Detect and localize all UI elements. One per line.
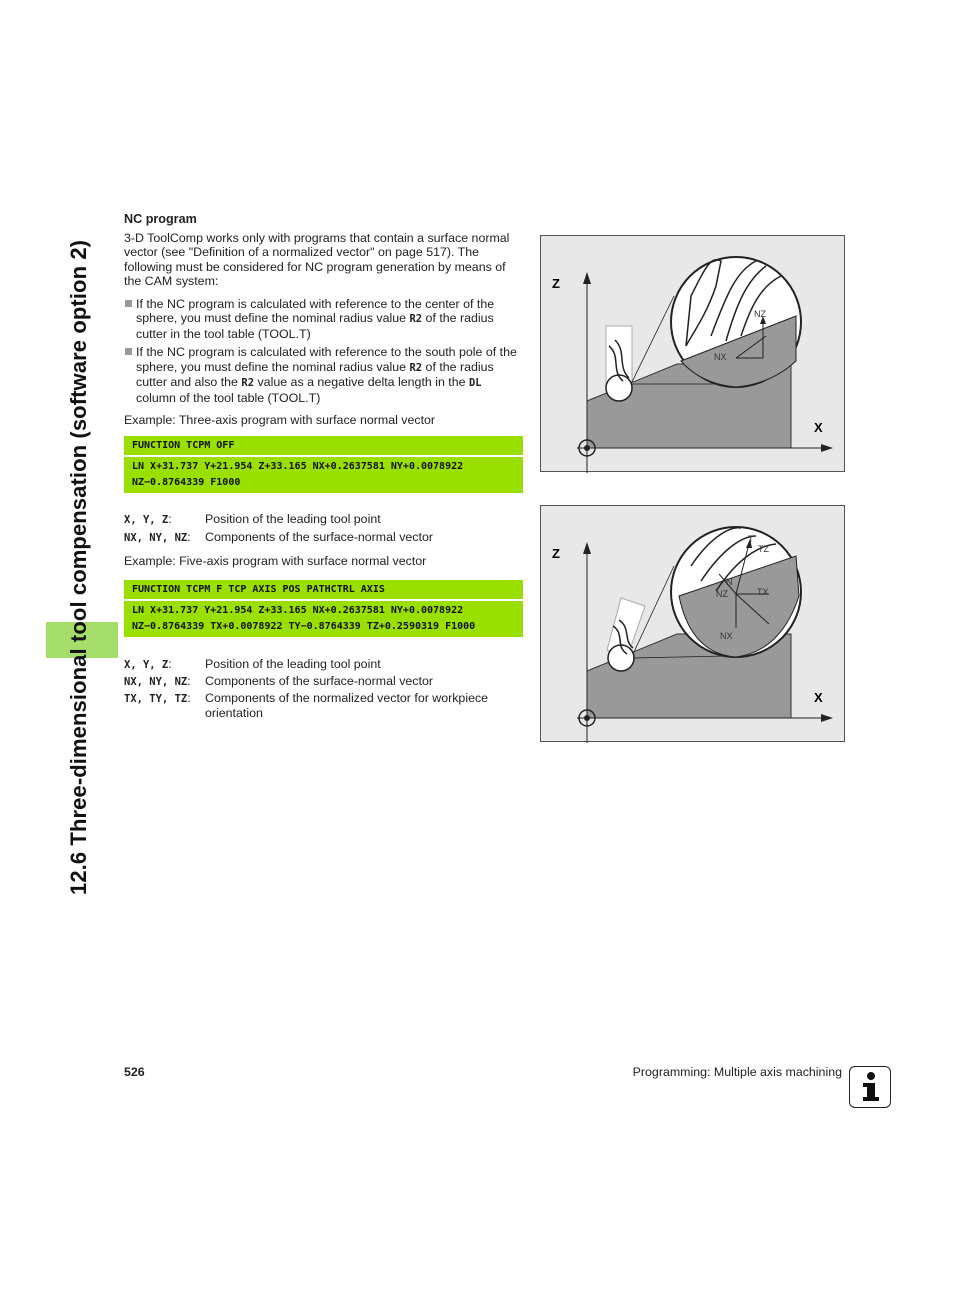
bullet-item: If the NC program is calculated with reference to the center of the sphere, you must define the nominal radius value R2 of the radius cutter in the tool table (TOOL.T) <box>124 297 524 342</box>
x-axis-label: X <box>814 420 823 435</box>
code-line: FUNCTION TCPM F TCP AXIS POS PATHCTRL AXIS <box>124 580 523 599</box>
example-caption: Example: Three-axis program with surface normal vector <box>124 413 436 427</box>
nz-label: NZ <box>754 309 766 319</box>
nx-label: NX <box>720 631 733 641</box>
tz-label: TZ <box>758 544 769 554</box>
section-heading: NC program <box>124 212 197 226</box>
example-caption: Example: Five-axis program with surface normal vector <box>124 554 427 568</box>
n-label: N <box>726 577 733 587</box>
figure-five-axis <box>540 505 845 742</box>
code-line: LN X+31.737 Y+21.954 Z+33.165 NX+0.2637581 NY+0.0078922 NZ−0.8764339 TX+0.0078922 TY−0.8764339 TZ+0.2590319 F1000 <box>124 601 523 637</box>
bullet-square-icon <box>125 348 132 355</box>
chapter-title: 12.6 Three-dimensional tool compensation (software option 2) <box>66 239 91 895</box>
figure-three-axis <box>540 235 845 472</box>
page-number: 526 <box>124 1065 145 1079</box>
code-line: LN X+31.737 Y+21.954 Z+33.165 NX+0.2637581 NY+0.0078922 NZ−0.8764339 F1000 <box>124 457 523 493</box>
t-label: T <box>748 534 754 544</box>
z-axis-label: Z <box>552 546 560 561</box>
x-axis-label: X <box>814 690 823 705</box>
info-icon <box>849 1066 891 1108</box>
intro-block <box>124 212 524 428</box>
code-line: FUNCTION TCPM OFF <box>124 436 523 455</box>
footer-title: Programming: Multiple axis machining <box>632 1065 842 1079</box>
bullet-item: If the NC program is calculated with reference to the south pole of the sphere, you must define the nominal radius value R2 of the radius cutter and also the R2 value as a negative delta length in the DL column of the tool table (TOOL.T) <box>124 345 524 405</box>
nz-label: NZ <box>716 589 728 599</box>
tx-label: TX <box>757 587 769 597</box>
z-axis-label: Z <box>552 276 560 291</box>
intro-paragraph: 3-D ToolComp works only with programs that contain a surface normal vector (see "Definition of a normalized vector" on page 517). The following must be considered for NC program generation by means of the CAM system: <box>124 230 510 288</box>
nx-label: NX <box>714 352 727 362</box>
bullet-square-icon <box>125 300 132 307</box>
